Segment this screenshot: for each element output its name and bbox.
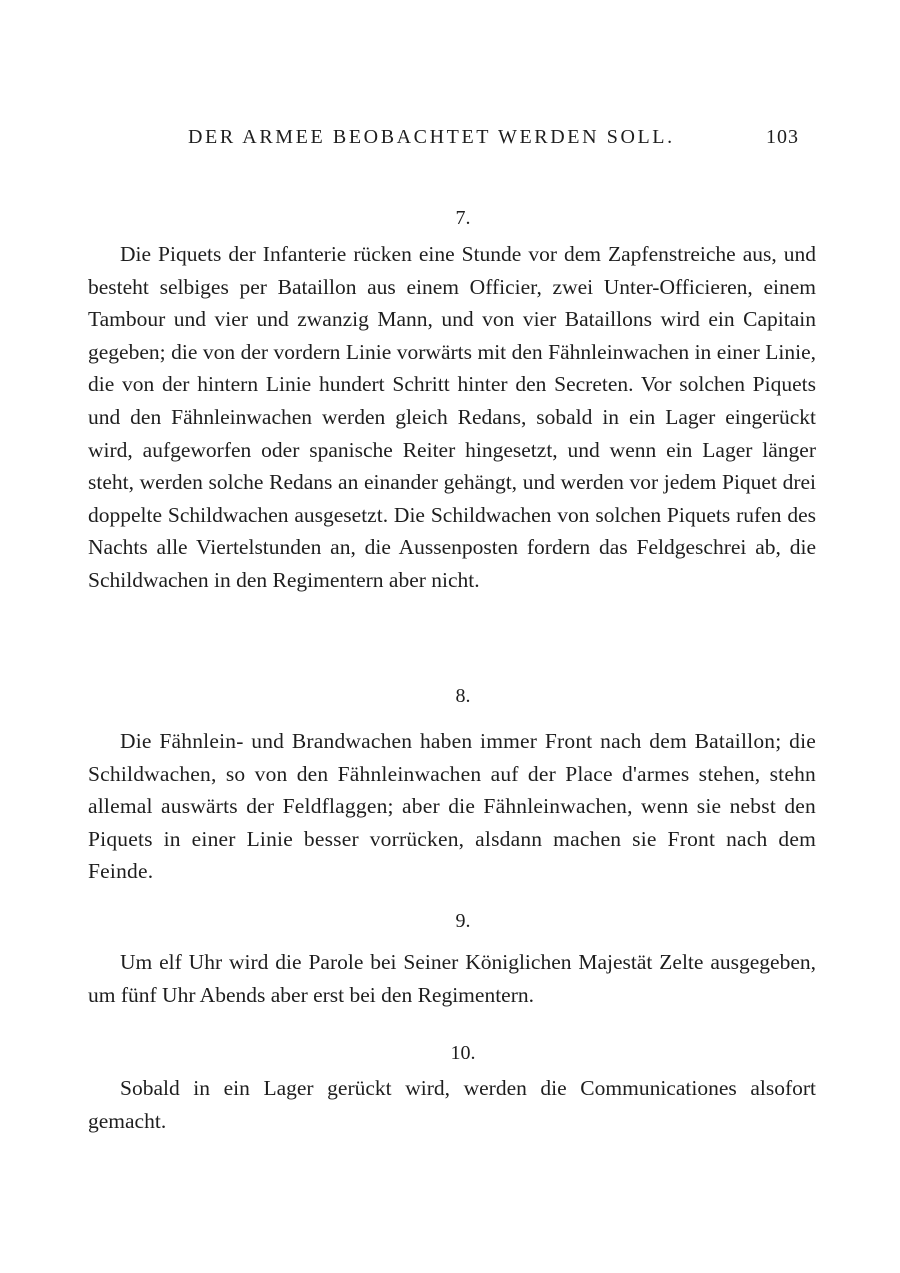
section-paragraph: Sobald in ein Lager gerückt wird, werden die Communicationes alsofort gemacht.	[88, 1076, 816, 1133]
section-number: 9.	[455, 910, 471, 932]
section-number: 8.	[455, 685, 471, 707]
section-paragraph: Um elf Uhr wird die Parole bei Seiner Königlichen Majestät Zelte ausgegeben, um fünf Uhr Abends aber erst bei den Regimentern.	[88, 950, 816, 1007]
section-paragraph: Die Fähnlein- und Brandwachen haben immer Front nach dem Bataillon; die Schildwachen, so von den Fähnleinwachen auf der Place d'armes stehen, stehn allemal auswärts der Feldflaggen; aber die Fähnleinwachen, wenn sie nebst den Piquets in einer Linie besser vorrücken, alsdann machen sie Front nach dem Feinde.	[88, 729, 816, 884]
section-8	[88, 681, 816, 888]
section-number: 7.	[455, 207, 471, 229]
section-paragraph: Die Piquets der Infanterie rücken eine Stunde vor dem Zapfenstreiche aus, und besteht selbiges per Bataillon aus einem Officier, zwei Unter-Officieren, einem Tambour und vier und zwanzig Mann, und von vier Bataillons wird ein Capitain gegeben; die von der vordern Linie vorwärts mit den Fähnleinwachen in einer Linie, die von der hintern Linie hundert Schritt hinter den Secreten. Vor solchen Piquets und den Fähnleinwachen werden gleich Redans, sobald in ein Lager eingerückt wird, aufgeworfen oder spanische Reiter hingesetzt, und wenn ein Lager länger steht, werden solche Redans an einander gehängt, und werden vor jedem Piquet drei doppelte Schildwachen ausgesetzt. Die Schildwachen von solchen Piquets rufen des Nachts alle Viertelstunden an, die Aussenposten fordern das Feldgeschrei ab, die Schildwachen in den Regimentern aber nicht.	[88, 242, 816, 592]
section-number: 10.	[450, 1042, 476, 1064]
section-7	[88, 203, 816, 597]
page-number: 103	[766, 126, 799, 148]
section-10	[88, 1038, 816, 1137]
section-9	[88, 906, 816, 1011]
running-head-title: DER ARMEE BEOBACHTET WERDEN SOLL.	[188, 126, 675, 148]
